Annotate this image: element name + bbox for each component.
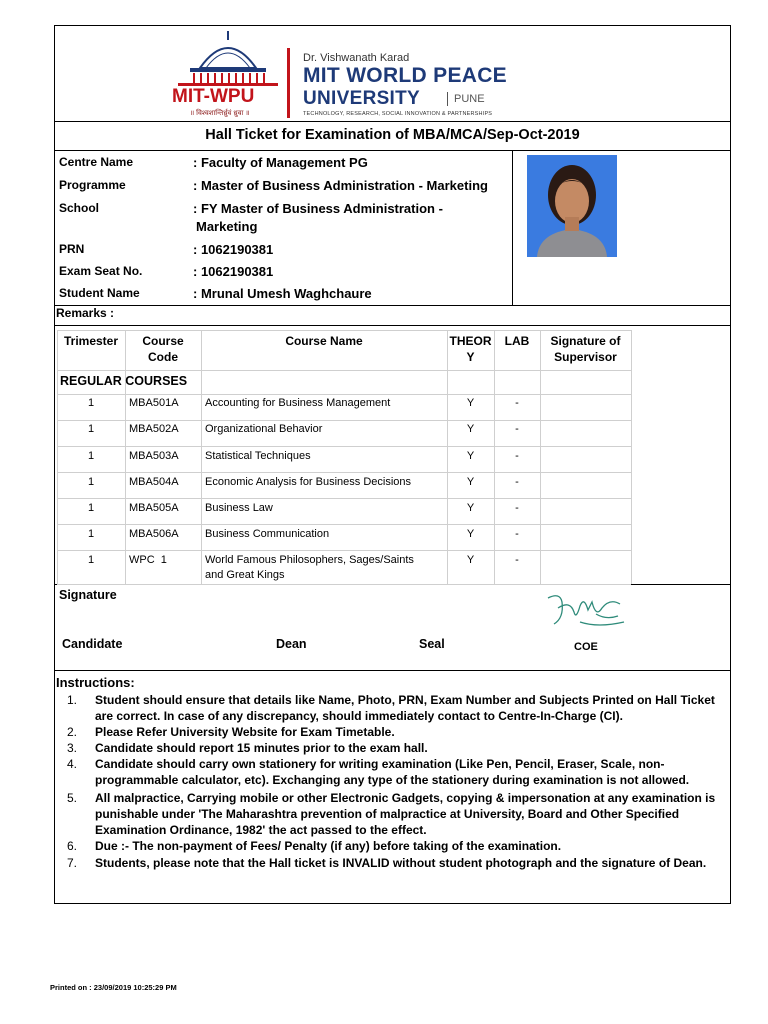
prn-label: PRN (59, 242, 85, 256)
city-divider (447, 92, 448, 106)
cell-lab: - (515, 397, 519, 409)
prn-value: : 1062190381 (193, 242, 274, 257)
table-row-line (57, 370, 631, 371)
logo-text: MIT-WPU (172, 86, 255, 107)
instruction-text: All malpractice, Carrying mobile or other Electronic Gadgets, copying & impersonation at any examination is (95, 791, 716, 805)
cell-trimester: 1 (87, 423, 95, 435)
cell-lab: - (515, 502, 519, 514)
cell-course-name: World Famous Philosophers, Sages/Saints (205, 554, 414, 566)
instruction-text: Candidate should carry own stationery for writing examination (Like Pen, Pencil, Eraser, Scale, non- (95, 757, 665, 771)
section-regular-courses: REGULAR COURSES (60, 374, 188, 388)
header-theory: THEOR (449, 334, 492, 348)
remarks-label: Remarks : (56, 306, 115, 320)
instructions-title: Instructions: (56, 675, 135, 690)
school-label: School (59, 201, 100, 215)
table-row-line (57, 330, 631, 331)
logo-tagline: ॥ विश्वशान्तिर्ध्रुवं ध्रुवा ॥ (190, 110, 250, 117)
divider (54, 150, 731, 151)
cell-trimester: 1 (87, 502, 95, 514)
centre-label: Centre Name (59, 155, 134, 169)
cell-course-code: MBA504A (129, 476, 179, 488)
mit-wpu-logo (170, 28, 286, 118)
instruction-text-cont: punishable under 'The Maharashtra prevention of malpractice at University, Board and Other Specified (95, 807, 680, 821)
divider (54, 325, 731, 326)
divider (512, 150, 513, 305)
cell-trimester: 1 (87, 528, 95, 540)
instruction-item (67, 724, 727, 740)
divider (54, 305, 731, 306)
cell-theory: Y (466, 397, 475, 409)
cell-course-name-cont: and Great Kings (205, 569, 285, 581)
instruction-text-cont: are correct. In case of any discrepancy, should immediately contact to Centre-In-Charge (CI). (95, 709, 623, 723)
printed-on: Printed on : 23/09/2019 10:25:29 PM (50, 983, 177, 992)
cell-trimester: 1 (87, 476, 95, 488)
instruction-item (67, 838, 727, 854)
instruction-number: 3. (67, 741, 78, 755)
instruction-number: 1. (67, 693, 78, 707)
table-row-line (57, 524, 631, 525)
cell-course-name: Accounting for Business Management (205, 397, 391, 409)
centre-value: : Faculty of Management PG (193, 155, 368, 170)
page-title: Hall Ticket for Examination of MBA/MCA/Sep-Oct-2019 (205, 127, 580, 143)
cell-theory: Y (466, 450, 475, 462)
header-trimester: Trimester (63, 334, 119, 348)
table-row-line (57, 420, 631, 421)
header-lab: LAB (504, 334, 530, 348)
cell-trimester: 1 (87, 450, 95, 462)
coe-signature-icon (540, 588, 630, 634)
instruction-number: 7. (67, 856, 78, 870)
cell-lab: - (515, 528, 519, 540)
table-col-line (125, 330, 126, 584)
university-tagline: TECHNOLOGY, RESEARCH, SOCIAL INNOVATION & PARTNERSHIPS (303, 111, 493, 117)
cell-theory: Y (466, 554, 475, 566)
instruction-item (67, 756, 727, 788)
header-supervisor-line2: Supervisor (554, 350, 617, 364)
cell-theory: Y (466, 502, 475, 514)
header-course-name: Course Name (285, 334, 363, 348)
programme-value: : Master of Business Administration - Marketing (193, 178, 488, 193)
table-col-line (540, 330, 541, 584)
university-name-line1: MIT WORLD PEACE (303, 64, 507, 87)
student-photo (527, 155, 617, 257)
school-value: : FY Master of Business Administration - (193, 201, 443, 216)
cell-lab: - (515, 476, 519, 488)
logo-divider (287, 48, 290, 118)
seal-label: Seal (419, 637, 445, 651)
cell-course-code: MBA506A (129, 528, 179, 540)
header-theory-line2: Y (466, 350, 475, 364)
table-col-line (201, 330, 202, 584)
cell-course-name: Statistical Techniques (205, 450, 311, 462)
instruction-item (67, 855, 727, 871)
cell-theory: Y (466, 476, 475, 488)
table-row-line (57, 394, 631, 395)
dean-label: Dean (276, 637, 307, 651)
cell-course-code: MBA505A (129, 502, 179, 514)
table-row-line (57, 584, 631, 585)
cell-course-name: Business Law (205, 502, 273, 514)
instruction-text: Due :- The non-payment of Fees/ Penalty (if any) before taking of the examination. (95, 839, 562, 853)
student-name-label: Student Name (59, 286, 140, 300)
instruction-number: 5. (67, 791, 78, 805)
cell-lab: - (515, 423, 519, 435)
table-row-line (57, 550, 631, 551)
instruction-text: Student should ensure that details like Name, Photo, PRN, Exam Number and Subjects Printed on Hall Ticket (95, 693, 715, 707)
instruction-text: Candidate should report 15 minutes prior to the exam hall. (95, 741, 428, 755)
header-course-code: Course (142, 334, 184, 348)
table-row-line (57, 472, 631, 473)
student-portrait (527, 155, 617, 257)
seat-value: : 1062190381 (193, 264, 274, 279)
instruction-item (67, 692, 727, 724)
table-col-line (631, 330, 632, 584)
instruction-number: 6. (67, 839, 78, 853)
student-name-value: : Mrunal Umesh Waghchaure (193, 286, 372, 301)
cell-theory: Y (466, 528, 475, 540)
header-course-code-line2: Code (148, 350, 178, 364)
instruction-item (67, 790, 727, 838)
university-prefix: Dr. Vishwanath Karad (303, 52, 410, 64)
instruction-number: 2. (67, 725, 78, 739)
instruction-item (67, 740, 727, 756)
candidate-label: Candidate (62, 637, 123, 651)
cell-trimester: 1 (87, 554, 95, 566)
programme-label: Programme (59, 178, 126, 192)
instruction-text: Please Refer University Website for Exam Timetable. (95, 725, 395, 739)
header-supervisor: Signature of (550, 334, 621, 348)
cell-course-name: Business Communication (205, 528, 330, 540)
cell-course-name: Organizational Behavior (205, 423, 323, 435)
cell-trimester: 1 (87, 397, 95, 409)
instruction-text: Students, please note that the Hall ticket is INVALID without student photograph and the signature of Dean. (95, 856, 707, 870)
cell-lab: - (515, 450, 519, 462)
signature-title: Signature (59, 588, 117, 602)
table-row-line (57, 446, 631, 447)
seat-label: Exam Seat No. (59, 264, 143, 278)
cell-course-code: WPC 1 (129, 554, 167, 566)
instruction-text-cont: programmable calculator, etc). Exchanging any type of the stationery during examination is not allowed. (95, 773, 690, 787)
instruction-text-cont: Examination Ordinance, 1982' the act passed to the effect. (95, 823, 427, 837)
cell-theory: Y (466, 423, 475, 435)
coe-label: COE (574, 641, 598, 653)
university-name-line2: UNIVERSITY (303, 88, 421, 109)
divider (54, 121, 731, 122)
table-row-line (57, 498, 631, 499)
cell-course-code: MBA501A (129, 397, 179, 409)
cell-course-code: MBA503A (129, 450, 179, 462)
university-city: PUNE (454, 93, 485, 105)
instruction-number: 4. (67, 757, 78, 771)
cell-course-name: Economic Analysis for Business Decisions (205, 476, 412, 488)
cell-course-code: MBA502A (129, 423, 179, 435)
school-value-cont: Marketing (196, 219, 258, 234)
cell-lab: - (515, 554, 519, 566)
divider (54, 670, 731, 671)
